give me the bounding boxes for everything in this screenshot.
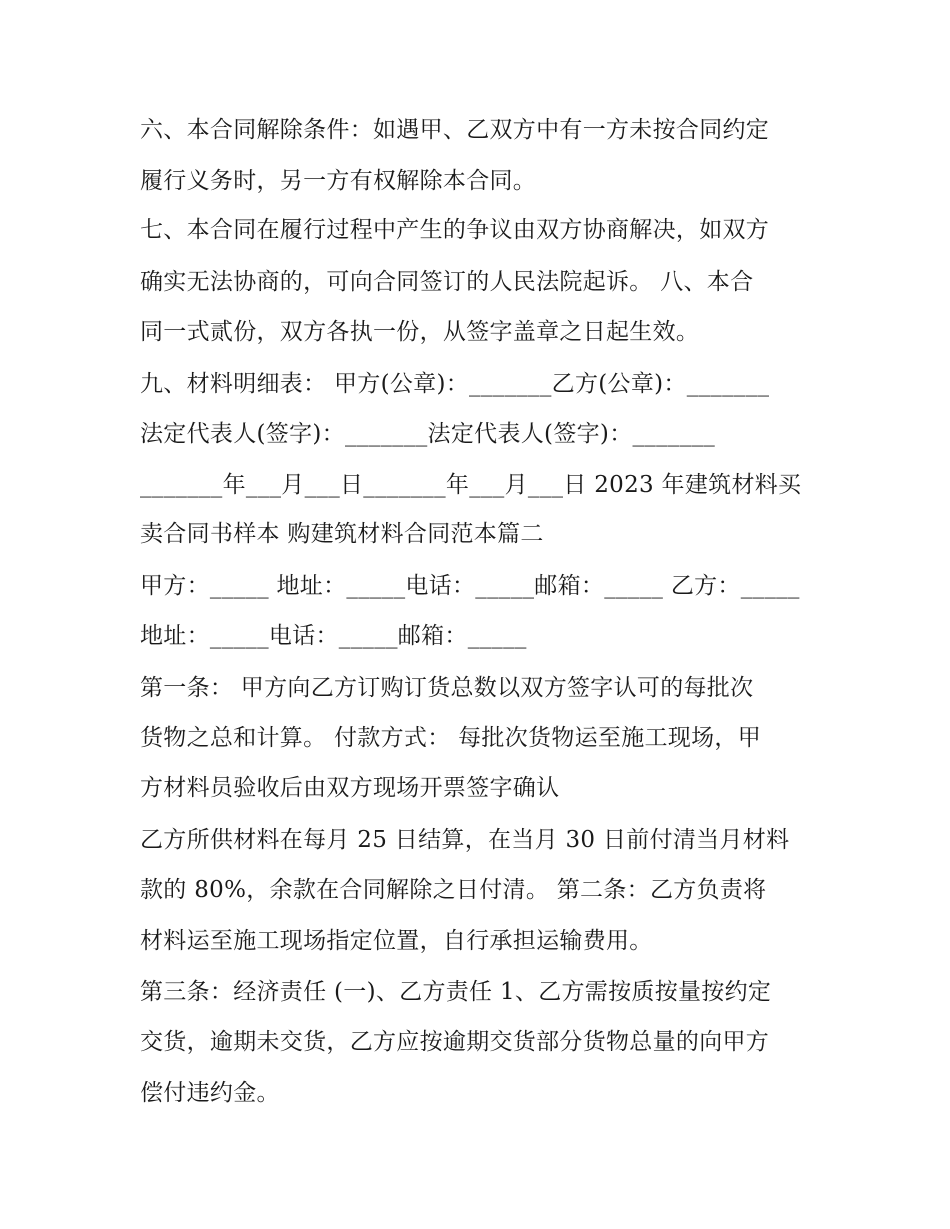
text-line: 交货，逾期未交货，乙方应按逾期交货部分货物总量的向甲方 (140, 1029, 770, 1055)
text-line: 货物之总和计算。 付款方式： 每批次货物运至施工现场，甲 (140, 725, 762, 751)
text-line: 七、本合同在履行过程中产生的争议由双方协商解决，如双方 (140, 217, 770, 243)
text-line: 方材料员验收后由双方现场开票签字确认 (140, 775, 560, 801)
text-line: 第一条： 甲方向乙方订购订货总数以双方签字认可的每批次 (140, 675, 754, 701)
text-line: 确实无法协商的，可向合同签订的人民法院起诉。 八、本合 (140, 269, 754, 295)
text-line: 九、材料明细表： 甲方(公章)：_______乙方(公章)：_______ (140, 371, 770, 397)
text-line: 款的 80%，余款在合同解除之日付清。 第二条：乙方负责将 (140, 877, 767, 903)
text-line: 法定代表人(签字)：_______法定代表人(签字)：_______ (140, 421, 716, 447)
text-line: 同一式贰份，双方各执一份，从签字盖章之日起生效。 (140, 319, 700, 345)
text-line: 乙方所供材料在每月 25 日结算，在当月 30 日前付清当月材料 (140, 827, 790, 853)
text-line: 卖合同书样本 购建筑材料合同范本篇二 (140, 521, 544, 547)
text-line: _______年___月___日_______年___月___日 2023 年建筑材料买 (140, 472, 802, 498)
text-line: 第三条：经济责任 (一)、乙方责任 1、乙方需按质按量按约定 (140, 979, 772, 1005)
text-line: 地址：_____电话：_____邮箱：_____ (140, 623, 527, 649)
text-line: 偿付违约金。 (140, 1080, 280, 1106)
text-line: 材料运至施工现场指定位置，自行承担运输费用。 (140, 928, 653, 954)
text-line: 履行义务时，另一方有权解除本合同。 (140, 168, 537, 194)
text-line: 六、本合同解除条件：如遇甲、乙双方中有一方未按合同约定 (140, 117, 770, 143)
text-line: 甲方：_____ 地址：_____电话：_____邮箱：_____ 乙方：_____ (140, 573, 800, 599)
